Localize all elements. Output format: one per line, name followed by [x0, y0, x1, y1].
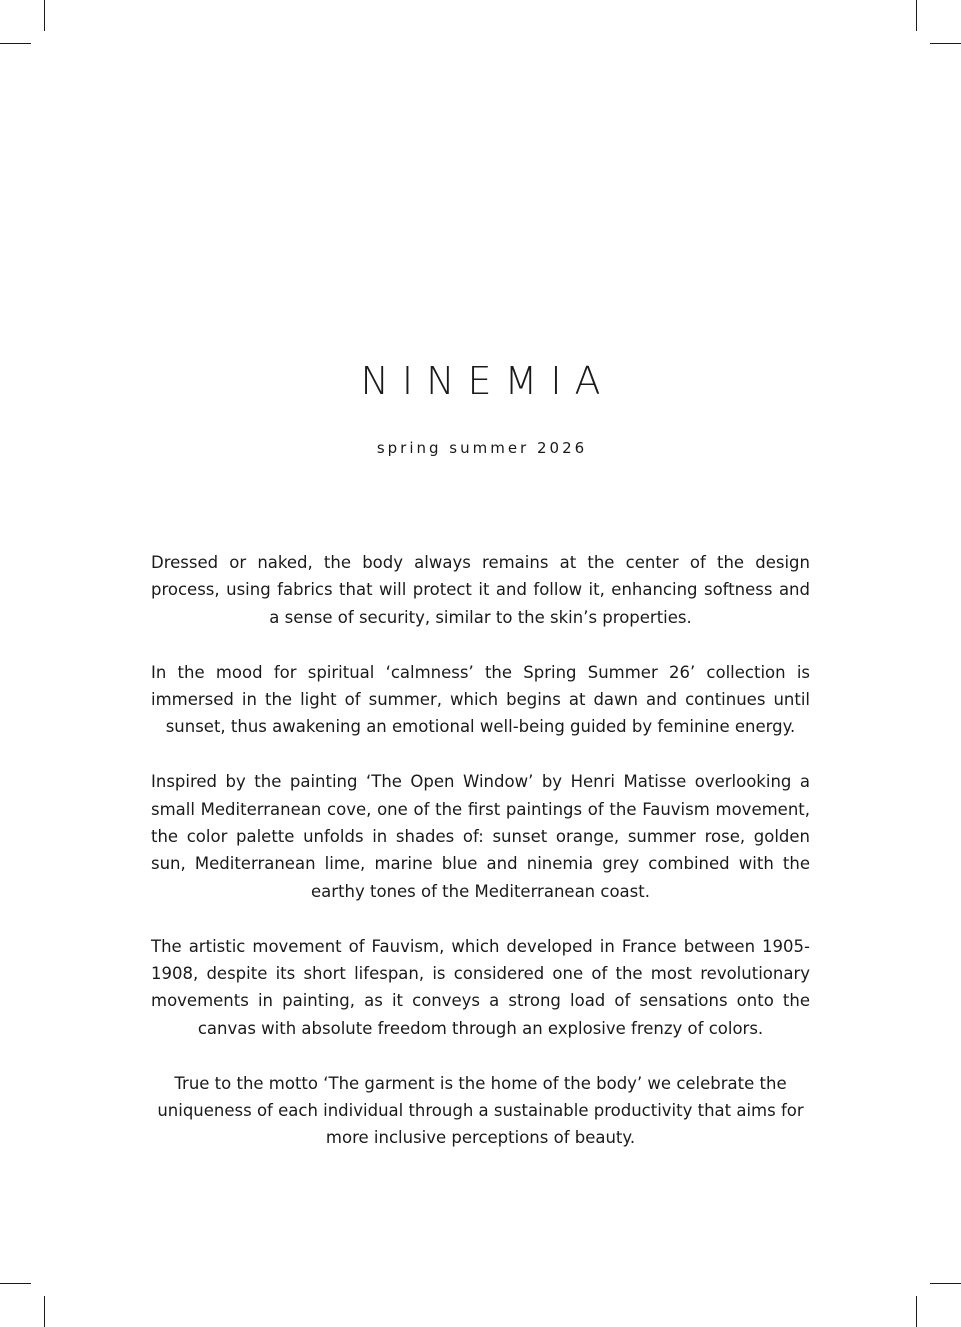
brand-title: NINEMIA	[360, 359, 614, 403]
body-text	[151, 549, 810, 1179]
paragraph-2: In the mood for spiritual ‘calmness’ the Spring Summer 26’ collection is immersed in the light of summer, which begins at dawn and continues until sunset, thus awakening an emotional well-being guided by feminine energy.	[151, 662, 810, 737]
crop-mark-top-right-horizontal	[930, 43, 961, 44]
crop-mark-bottom-right-vertical	[916, 1296, 917, 1327]
season-subtitle: spring summer 2026	[376, 439, 588, 457]
crop-mark-bottom-right-horizontal	[930, 1283, 961, 1284]
paragraph-1: Dressed or naked, the body always remains at the center of the design process, using fabrics that will protect it and follow it, enhancing softness and a sense of security, similar to the skin’s properties.	[151, 553, 810, 627]
crop-mark-top-left-horizontal	[0, 43, 31, 44]
crop-mark-top-right-vertical	[916, 0, 917, 31]
crop-mark-top-left-vertical	[44, 0, 45, 31]
crop-mark-bottom-left-horizontal	[0, 1283, 31, 1284]
crop-mark-bottom-left-vertical	[44, 1296, 45, 1327]
paragraph-5: True to the motto ‘The garment is the home of the body’ we celebrate the uniqueness of each individual through a sustainable productivity that aims for more inclusive perceptions of beauty.	[157, 1073, 804, 1148]
paragraph-4: The artistic movement of Fauvism, which developed in France between 1905-1908, despite its short lifespan, is considered one of the most revolutionary movements in painting, as it conveys a strong load of sensations onto the canvas with absolute freedom through an explosive frenzy of colors.	[151, 936, 810, 1038]
paragraph-3: Inspired by the painting ‘The Open Window’ by Henri Matisse overlooking a small Mediterranean cove, one of the first paintings of the Fauvism movement, the color palette unfolds in shades of: sunset orange, summer rose, golden sun, Mediterranean lime, marine blue and ninemia grey combined with the earthy tones of the Mediterranean coast.	[151, 772, 810, 901]
